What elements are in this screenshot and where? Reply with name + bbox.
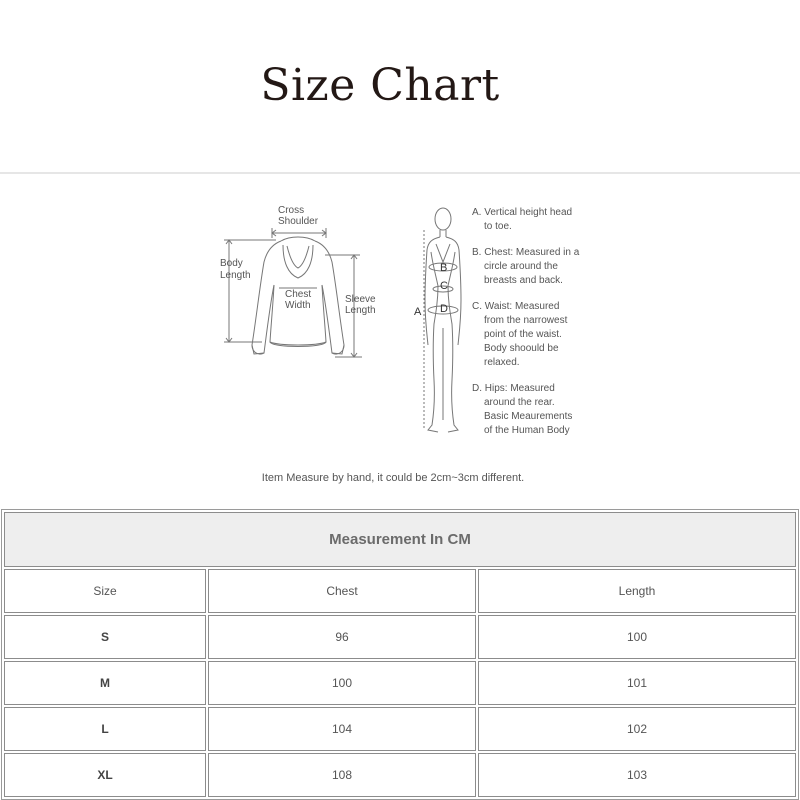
table-row [4,615,796,659]
cell-size: S [4,615,206,659]
cell-chest: 96 [208,615,476,659]
note-line: to toe. [484,221,512,232]
marker-c: C [440,280,448,292]
table-row [4,661,796,705]
body-illustration [424,208,461,432]
cell-length: 103 [478,753,796,797]
cell-chest: 104 [208,707,476,751]
note-line: of the Human Body [484,425,570,436]
table-header-row [4,569,796,613]
measure-disclaimer: Item Measure by hand, it could be 2cm~3cm different. [261,472,525,484]
table-row [4,707,796,751]
size-table [1,509,799,800]
chest-width-label-2: Width [285,300,311,311]
cell-size: L [4,707,206,751]
note-d [472,382,602,438]
cell-length: 101 [478,661,796,705]
cell-chest: 100 [208,661,476,705]
chest-width-label-1: Chest [285,289,312,300]
cell-length: 100 [478,615,796,659]
cell-size: XL [4,753,206,797]
page-title: Size Chart [260,60,500,111]
cell-size: M [4,661,206,705]
marker-b: B [440,262,448,274]
header-size: Size [4,569,206,613]
note-line: D. Hips: Measured [472,383,555,394]
cell-length: 102 [478,707,796,751]
table-row [4,753,796,797]
body-length-label-1: Body [220,258,243,269]
note-line: from the narrowest [484,315,568,326]
measurement-notes [472,206,602,450]
note-line: A. Vertical height head [472,207,573,218]
header-chest: Chest [208,569,476,613]
note-a [472,206,602,234]
sleeve-length-label-1: Sleeve [345,294,376,305]
sleeve-length-label-2: Length [345,305,376,316]
note-line: C. Waist: Measured [472,301,560,312]
note-line: around the rear. [484,397,555,408]
note-line: breasts and back. [484,275,563,286]
note-b [472,246,602,288]
note-line: point of the waist. [484,329,562,340]
header-length: Length [478,569,796,613]
note-line: circle around the [484,261,558,272]
note-line: Basic Meaurements [484,411,573,422]
note-line: relaxed. [484,357,520,368]
marker-d: D [440,303,448,315]
table-caption: Measurement In CM [4,512,796,567]
note-line: B. Chest: Measured in a [472,247,580,258]
note-c [472,300,602,370]
note-line: Body shoould be [484,343,559,354]
cell-chest: 108 [208,753,476,797]
cross-shoulder-label-2: Shoulder [278,216,319,227]
marker-a: A [414,306,422,318]
body-length-label-2: Length [220,270,251,281]
cross-shoulder-label-1: Cross [278,205,305,216]
